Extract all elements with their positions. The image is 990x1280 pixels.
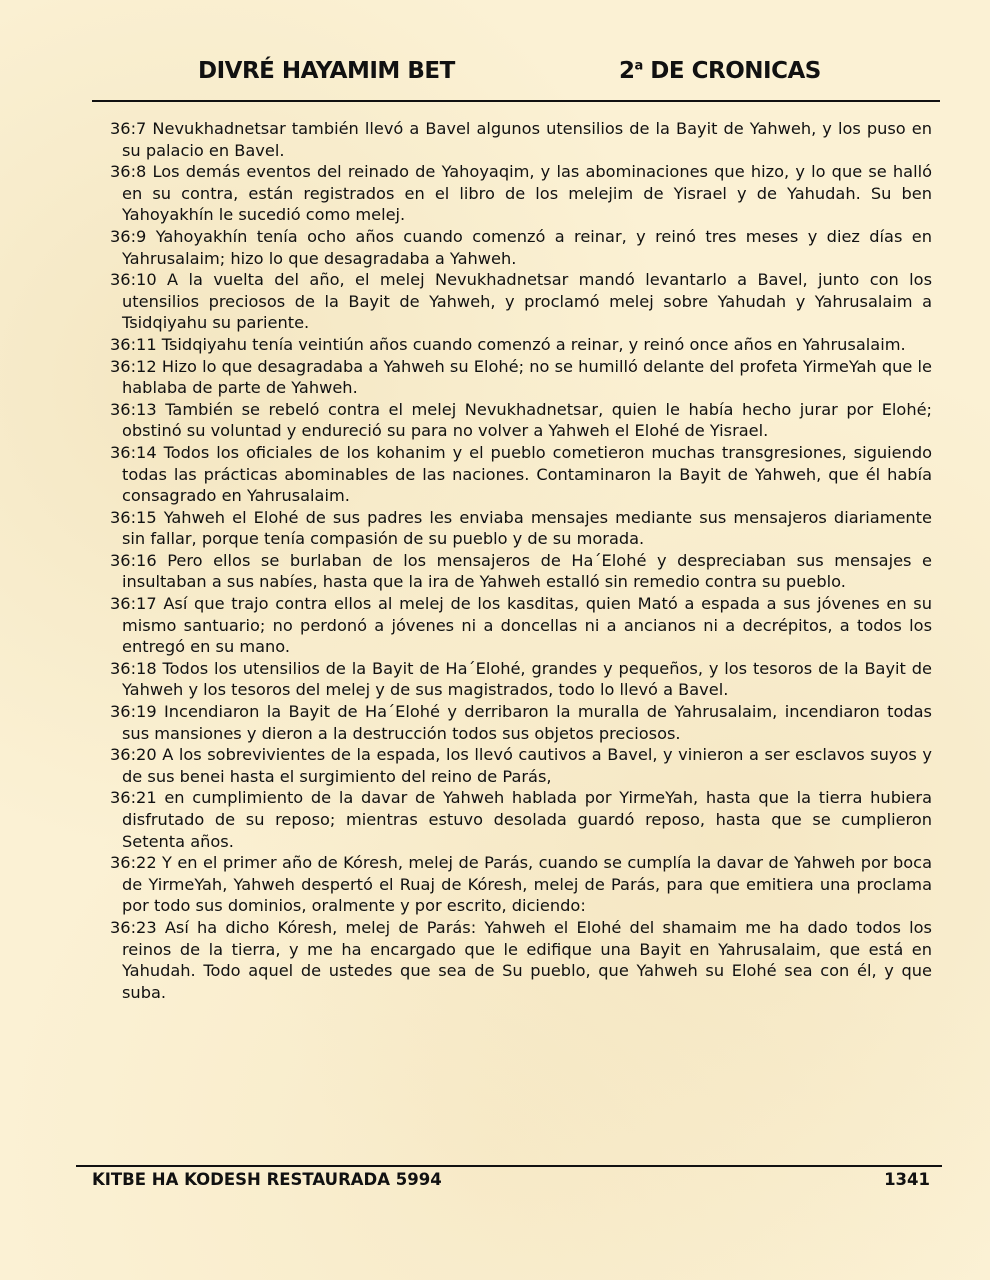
verse-36-23: 36:23 Así ha dicho Kóresh, melej de Parás: Yahweh el Elohé del shamaim me ha dado todos los reinos de la tierra, y me ha encargado que le edifique una Bayit en Yahrusalaim, que está en Yahudah. Todo aquel de ustedes que sea de Su pueblo, que Yahweh su Elohé sea con él, y que suba. bbox=[110, 917, 932, 1002]
verse-36-16: 36:16 Pero ellos se burlaban de los mensajeros de Ha´Elohé y despreciaban sus mensajes e insultaban a sus nabíes, hasta que la ira de Yahweh estalló sin remedio contra su pueblo. bbox=[110, 550, 932, 592]
verse-36-9: 36:9 Yahoyakhín tenía ocho años cuando comenzó a reinar, y reinó tres meses y diez días en Yahrusalaim; hizo lo que desagradaba a Yahweh. bbox=[110, 226, 932, 268]
subtitle-text: DE CRONICAS bbox=[642, 58, 821, 84]
subtitle-number: 2 bbox=[619, 58, 635, 84]
verse-36-19: 36:19 Incendiaron la Bayit de Ha´Elohé y derribaron la muralla de Yahrusalaim, incendiaron todas sus mansiones y dieron a la destrucción todos sus objetos preciosos. bbox=[110, 702, 932, 743]
verse-36-8: 36:8 Los demás eventos del reinado de Yahoyaqim, y las abominaciones que hizo, y lo que se halló en su contra, están registrados en el libro de los melejim de Yisrael y de Yahudah. Su ben Yahoyakhín le sucedió como melej. bbox=[110, 162, 932, 225]
verse-36-15: 36:15 Yahweh el Elohé de sus padres les enviaba mensajes mediante sus mensajeros diariamente sin fallar, porque tenía compasión de su pueblo y de su morada. bbox=[110, 507, 932, 549]
verse-36-12: 36:12 Hizo lo que desagradaba a Yahweh su Elohé; no se humilló delante del profeta YirmeYah que le hablaba de parte de Yahweh. bbox=[110, 356, 932, 398]
book-title: DIVRÉ HAYAMIM BET bbox=[198, 58, 455, 84]
subtitle-superscript: a bbox=[634, 58, 643, 74]
verse-36-20: 36:20 A los sobrevivientes de la espada, los llevó cautivos a Bavel, y vinieron a ser esclavos suyos y de sus benei hasta el surgimiento del reino de Parás, bbox=[110, 745, 932, 786]
verse-36-14: 36:14 Todos los oficiales de los kohanim y el pueblo cometieron muchas transgresiones, siguiendo todas las prácticas abominables de las naciones. Contaminaron la Bayit de Yahweh, que él había consagrado en Yahrusalaim. bbox=[110, 442, 932, 506]
verse-list bbox=[110, 118, 932, 1003]
verse-36-18: 36:18 Todos los utensilios de la Bayit de Ha´Elohé, grandes y pequeños, y los tesoros de la Bayit de Yahweh y los tesoros del melej y de sus magistrados, todo lo llevó a Bavel. bbox=[110, 658, 932, 700]
verse-36-21: 36:21 en cumplimiento de la davar de Yahweh hablada por YirmeYah, hasta que la tierra hubiera disfrutado de su reposo; mientras estuvo desolada guardó reposo, hasta que se cumplieron Setenta años. bbox=[110, 788, 932, 851]
verse-36-7: 36:7 Nevukhadnetsar también llevó a Bavel algunos utensilios de la Bayit de Yahweh, y los puso en su palacio en Bavel. bbox=[110, 119, 932, 160]
verse-36-22: 36:22 Y en el primer año de Kóresh, melej de Parás, cuando se cumplía la davar de Yahweh por boca de YirmeYah, Yahweh despertó el Ruaj de Kóresh, melej de Parás, para que emitiera una proclama por todo sus dominios, oralmente y por escrito, diciendo: bbox=[110, 853, 932, 916]
footer-divider bbox=[76, 1165, 942, 1167]
header-divider bbox=[92, 100, 940, 102]
verse-36-10: 36:10 A la vuelta del año, el melej Nevukhadnetsar mandó levantarlo a Bavel, junto con los utensilios preciosos de la Bayit de Yahweh, y proclamó melej sobre Yahudah y Yahrusalaim a Tsidqiyahu su pariente. bbox=[110, 270, 932, 333]
page-header bbox=[92, 58, 940, 98]
verse-36-13: 36:13 También se rebeló contra el melej Nevukhadnetsar, quien le había hecho jurar por Elohé; obstinó su voluntad y endureció su para no volver a Yahweh el Elohé de Yisrael. bbox=[110, 399, 932, 441]
book-subtitle bbox=[619, 58, 821, 84]
verse-36-17: 36:17 Así que trajo contra ellos al melej de los kasditas, quien Mató a espada a sus jóvenes en su mismo santuario; no perdonó a jóvenes ni a doncellas ni a ancianos ni a decrépitos, a todos los entregó en su mano. bbox=[110, 594, 932, 657]
footer-title: KITBE HA KODESH RESTAURADA 5994 bbox=[92, 1170, 442, 1189]
page-number: 1341 bbox=[884, 1170, 930, 1189]
verse-36-11: 36:11 Tsidqiyahu tenía veintiún años cuando comenzó a reinar, y reinó once años en Yahrusalaim. bbox=[110, 334, 906, 354]
